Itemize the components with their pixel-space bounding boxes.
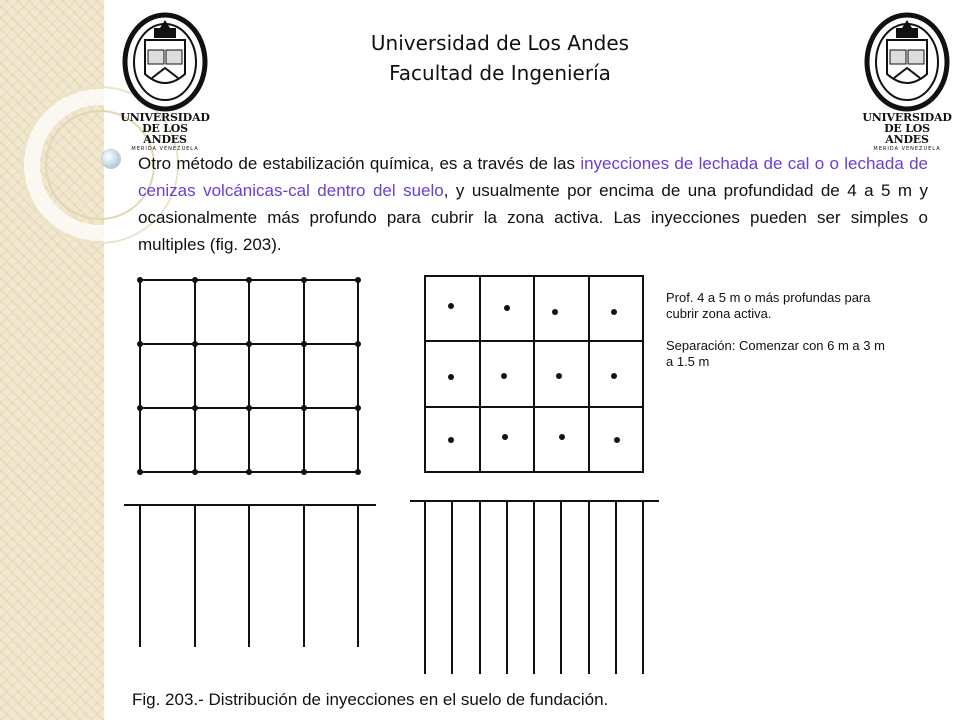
university-logo-left bbox=[120, 12, 210, 152]
note-spacing-line2: a 1.5 m bbox=[666, 354, 710, 369]
university-logo-right bbox=[862, 12, 952, 152]
multiple-injection-grid bbox=[425, 276, 643, 472]
body-text-1: Otro método de estabilización química, es a través de las bbox=[138, 154, 581, 173]
body-text-2: , y usualmente por encima de una profundidad de 4 a 5 m y ocasionalmente más profundo para cubrir la zona activa. Las inyecciones pueden ser simples o multiples (fig. 203). bbox=[138, 181, 928, 254]
logo-text-line3: MERIDA VENEZUELA bbox=[873, 146, 941, 152]
university-seal-icon bbox=[862, 12, 952, 112]
logo-text-line2: DE LOS ANDES bbox=[142, 122, 188, 146]
logo-text-line1: UNIVERSIDAD bbox=[120, 111, 210, 124]
logo-text-line2: DE LOS ANDES bbox=[884, 122, 930, 146]
body-highlight: inyecciones de lechada de cal o o lechada de cenizas volcánicas-cal dentro del suelo bbox=[138, 154, 928, 200]
single-injection-profile bbox=[124, 505, 376, 647]
university-name: Universidad de Los Andes bbox=[370, 31, 630, 55]
bullet-icon bbox=[102, 150, 120, 168]
single-injection-grid bbox=[140, 280, 358, 472]
note-depth-line1: Prof. 4 a 5 m o más profundas para bbox=[666, 290, 871, 305]
note-spacing-line1: Separación: Comenzar con 6 m a 3 m bbox=[666, 338, 885, 353]
figure-annotation bbox=[666, 290, 926, 370]
university-seal-icon bbox=[120, 12, 210, 112]
slide-header bbox=[300, 28, 700, 88]
multiple-injection-profile bbox=[410, 501, 659, 674]
logo-text-line3: MERIDA VENEZUELA bbox=[131, 146, 199, 152]
note-depth-line2: cubrir zona activa. bbox=[666, 306, 772, 321]
logo-text-line1: UNIVERSIDAD bbox=[862, 111, 952, 124]
figure-caption: Fig. 203.- Distribución de inyecciones en el suelo de fundación. bbox=[132, 690, 609, 709]
faculty-name: Facultad de Ingeniería bbox=[389, 61, 611, 85]
body-paragraph bbox=[138, 150, 928, 258]
